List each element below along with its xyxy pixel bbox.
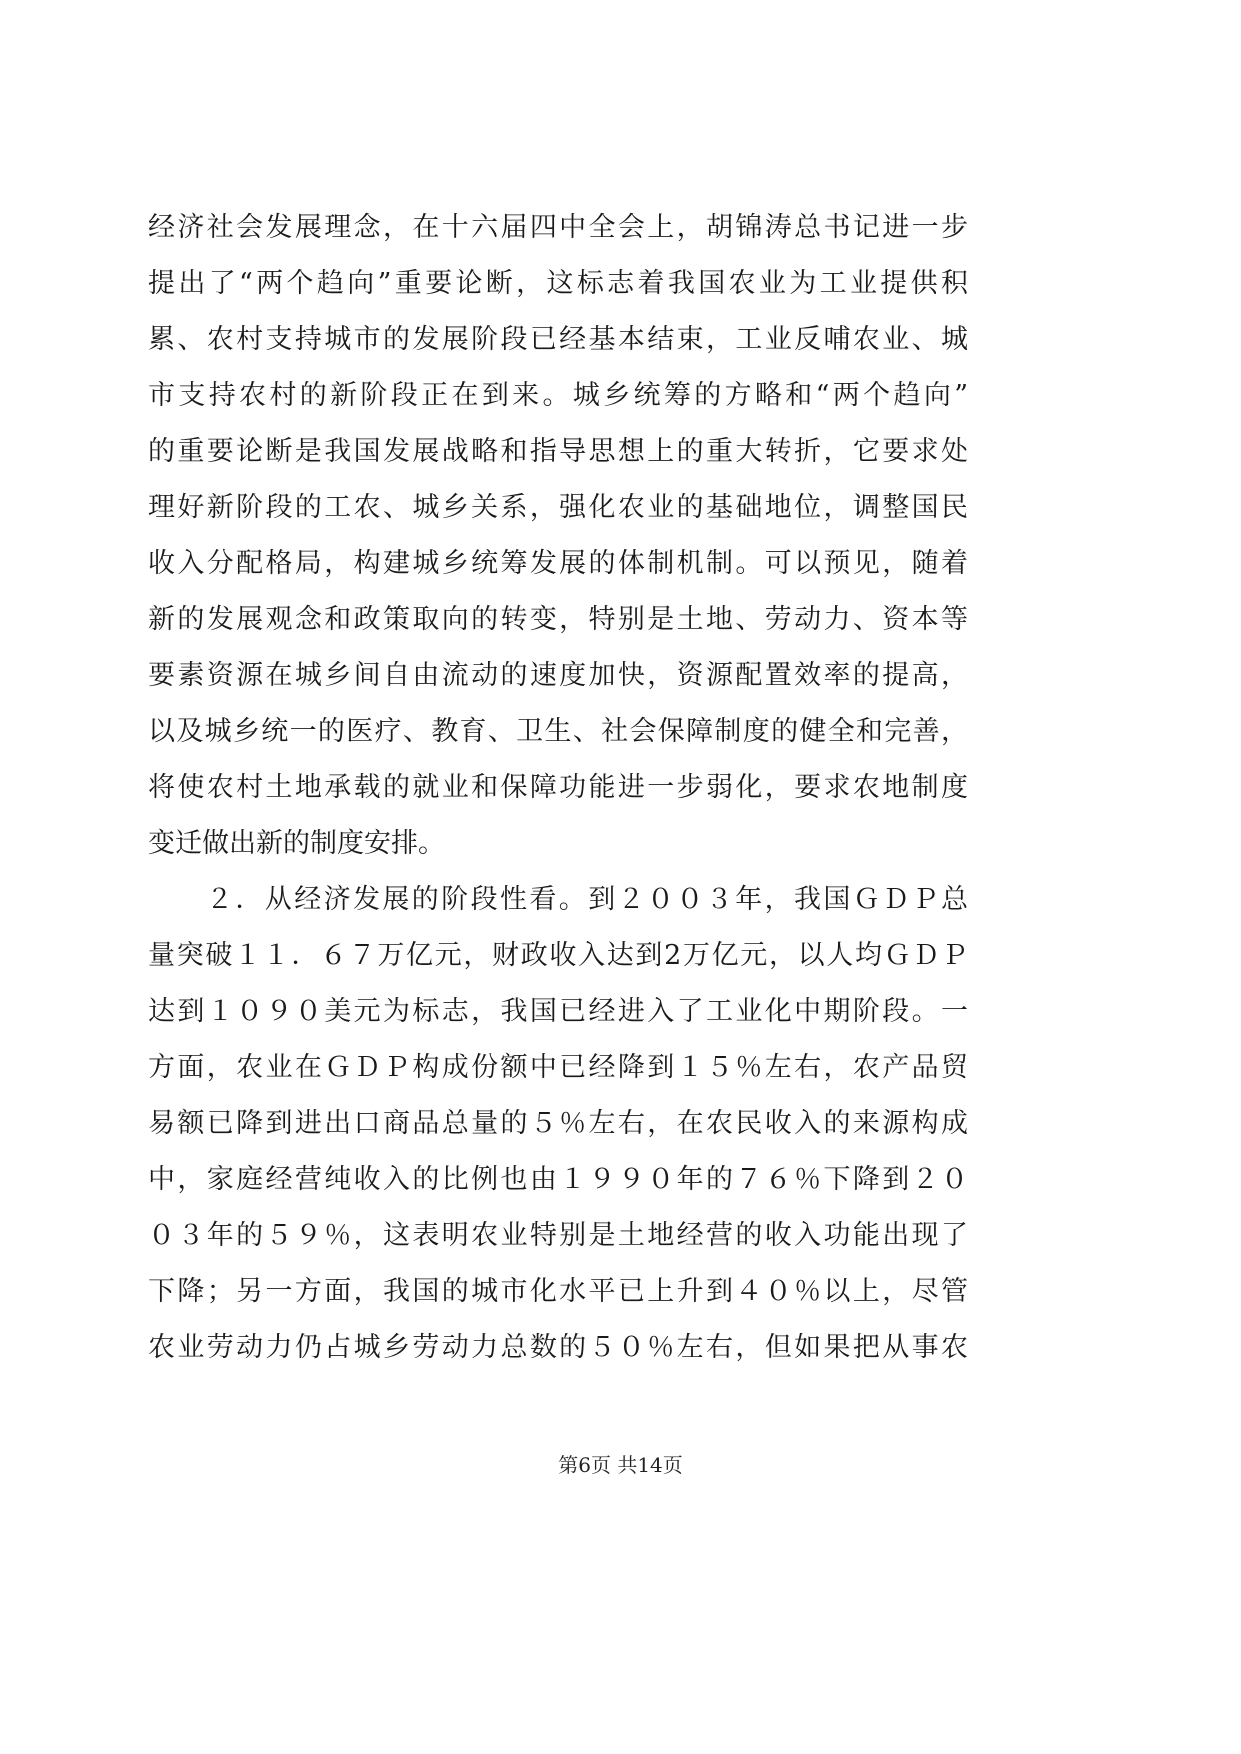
text-line: 市支持农村的新阶段正在到来。城乡统筹的方略和“两个趋向”	[148, 380, 968, 411]
text-line: 提出了“两个趋向”重要论断，这标志着我国农业为工业提供积	[148, 268, 968, 299]
text-line: 方面，农业在ＧＤＰ构成份额中已经降到１５％左右，农产品贸	[148, 1052, 968, 1083]
text-line: 经济社会发展理念，在十六届四中全会上，胡锦涛总书记进一步	[148, 212, 968, 243]
paragraph	[148, 200, 968, 872]
text-line: 要素资源在城乡间自由流动的速度加快，资源配置效率的提高，	[148, 660, 968, 691]
text-line: 农业劳动力仍占城乡劳动力总数的５０％左右，但如果把从事农	[148, 1332, 968, 1363]
text-line: 的重要论断是我国发展战略和指导思想上的重大转折，它要求处	[148, 436, 968, 467]
text-line: 以及城乡统一的医疗、教育、卫生、社会保障制度的健全和完善，	[148, 716, 968, 747]
document-body	[148, 200, 968, 1376]
text-line: 收入分配格局，构建城乡统筹发展的体制机制。可以预见，随着	[148, 548, 968, 579]
text-line: 新的发展观念和政策取向的转变，特别是土地、劳动力、资本等	[148, 604, 968, 635]
text-line: ２．从经济发展的阶段性看。到２００３年，我国ＧＤＰ总	[206, 884, 968, 915]
text-line: 中，家庭经营纯收入的比例也由１９９０年的７６％下降到２０	[148, 1164, 968, 1195]
text-line: 将使农村土地承载的就业和保障功能进一步弱化，要求农地制度	[148, 772, 968, 803]
text-line: 下降；另一方面，我国的城市化水平已上升到４０％以上，尽管	[148, 1276, 968, 1307]
paragraph	[148, 872, 968, 1376]
text-line: 达到１０９０美元为标志，我国已经进入了工业化中期阶段。一	[148, 996, 968, 1027]
text-line: ０３年的５９％，这表明农业特别是土地经营的收入功能出现了	[148, 1220, 968, 1251]
page-footer: 第6页 共14页	[558, 1453, 683, 1477]
text-line: 易额已降到进出口商品总量的５％左右，在农民收入的来源构成	[148, 1108, 968, 1139]
text-line: 理好新阶段的工农、城乡关系，强化农业的基础地位，调整国民	[148, 492, 968, 523]
text-line: 量突破１１．６７万亿元，财政收入达到2万亿元，以人均ＧＤＰ	[148, 940, 968, 971]
text-line: 累、农村支持城市的发展阶段已经基本结束，工业反哺农业、城	[148, 324, 968, 355]
text-line: 变迁做出新的制度安排。	[148, 828, 445, 859]
